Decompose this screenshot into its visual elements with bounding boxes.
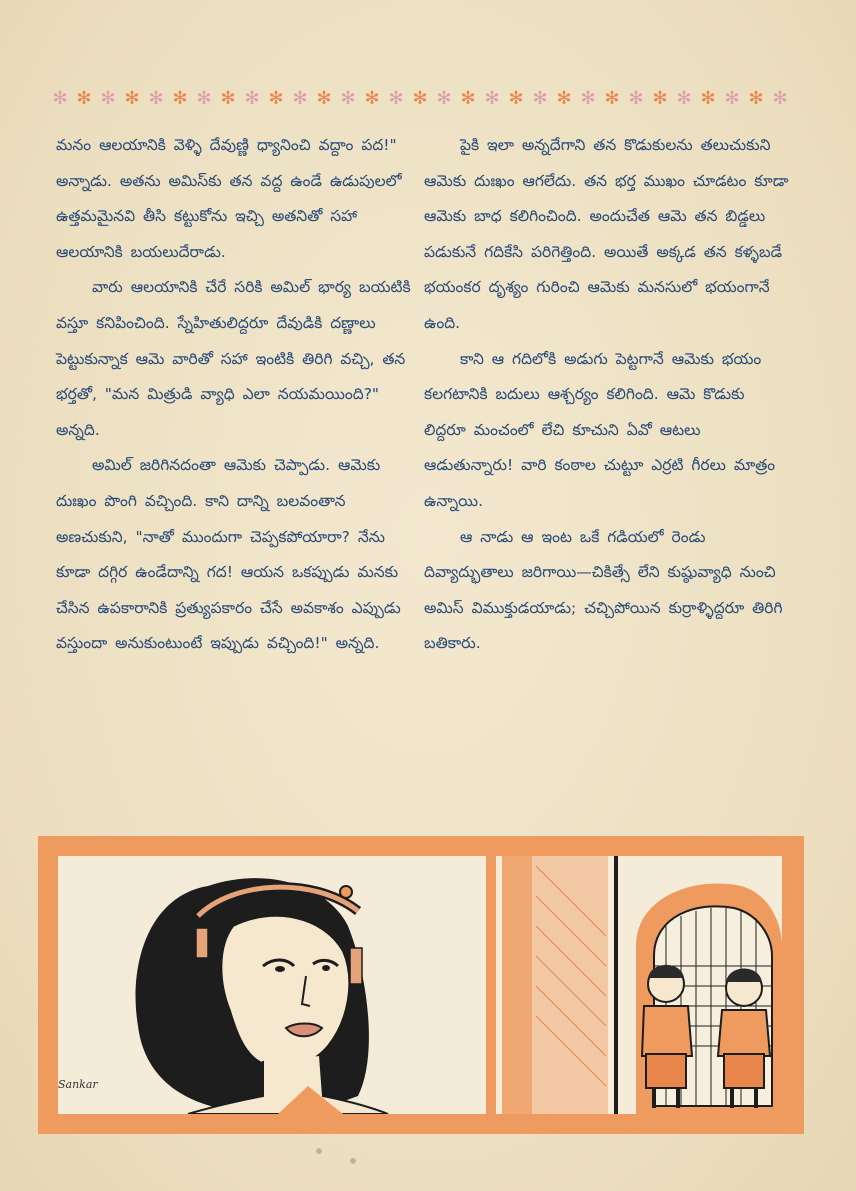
illustration-woman-portrait [58,856,486,1114]
border-star-icon: ✻ [556,88,572,109]
border-star-icon: ✻ [340,88,356,109]
border-star-icon: ✻ [52,88,68,109]
border-star-icon: ✻ [676,88,692,109]
paper-speck [316,1148,322,1154]
paragraph: అమిల్ జరిగినదంతా ఆమెకు చెప్పాడు. ఆమెకు దుఃఖం పొంగి వచ్చింది. కాని దాన్ని బలవంతాన అణచుకుని, "నాతో ముందుగా చెప్పకపోయారా? నేను కూడా దగ్గిర ఉండేదాన్ని గద! ఆయన ఒకప్పుడు మనకు చేసిన ఉపకారానికి ప్రత్యుపకారం చేసే అవకాశం ఎప్పుడు వస్తుందా అనుకుంటుంటే ఇప్పుడు వచ్చింది!" అన్నది. [56,456,401,653]
border-star-icon: ✻ [244,88,260,109]
border-star-icon: ✻ [484,88,500,109]
decorative-border [50,84,790,112]
border-star-icon: ✻ [748,88,764,109]
border-star-icon: ✻ [436,88,452,109]
border-star-icon: ✻ [364,88,380,109]
left-text-column [56,128,416,662]
paragraph: పైకి ఇలా అన్నదేగాని తన కొడుకులను తలుచుకుని ఆమెకు దుఃఖం ఆగలేదు. తన భర్త ముఖం చూడటం కూడా ఆమెకు బాధ కలిగించింది. అందుచేత ఆమె తన బిడ్డలు పడుకునే గదికేసి పరిగెత్తింది. అయితే అక్కడ తన కళ్ళబడే భయంకర దృశ్యం గురించి ఆమెకు మనసులో భయంగానే ఉంది. [424,136,789,332]
border-star-icon: ✻ [604,88,620,109]
border-star-icon: ✻ [412,88,428,109]
border-star-icon: ✻ [724,88,740,109]
paragraph: మనం ఆలయానికి వెళ్ళి దేవుణ్ణి ధ్యానించి వద్దాం పద!" అన్నాడు. అతను అమిస్‌కు తన వద్ద ఉండే ఉడుపులలో ఉత్తమమైనవి తీసి కట్టుకోను ఇచ్చి అతనితో సహా ఆలయానికి బయలుదేరాడు. [56,136,402,261]
border-star-icon: ✻ [268,88,284,109]
border-star-icon: ✻ [532,88,548,109]
border-star-icon: ✻ [316,88,332,109]
paragraph: కాని ఆ గదిలోకి అడుగు పెట్టగానే ఆమెకు భయం కలగటానికి బదులు ఆశ్చర్యం కలిగింది. ఆమె కొడుకు లిద్దరూ మంచంలో లేచి కూచుని ఏవో ఆటలు ఆడుతున్నారు! వారి కంఠాల చుట్టూ ఎర్రటి గీరలు మాత్రం ఉన్నాయి. [424,349,776,510]
border-star-icon: ✻ [292,88,308,109]
border-star-icon: ✻ [460,88,476,109]
paragraph: వారు ఆలయానికి చేరే సరికి అమిల్ భార్య బయటికి వస్తూ కనిపించింది. స్నేహితులిద్దరూ దేవుడికి దణ్ణాలు పెట్టుకున్నాక ఆమె వారితో సహా ఇంటికి తిరిగి వచ్చి, తన భర్తతో, "మన మిత్రుడి వ్యాధి ఎలా నయమయింది?" అన్నది. [56,278,411,439]
border-star-icon: ✻ [652,88,668,109]
border-star-icon: ✻ [508,88,524,109]
border-star-icon: ✻ [700,88,716,109]
paper-speck [350,1158,356,1164]
border-star-icon: ✻ [628,88,644,109]
illustration-boys-window [496,856,782,1114]
border-star-icon: ✻ [100,88,116,109]
border-star-icon: ✻ [148,88,164,109]
border-star-icon: ✻ [196,88,212,109]
border-star-icon: ✻ [124,88,140,109]
illustrator-signature: Sankar [58,1078,98,1091]
border-star-icon: ✻ [580,88,596,109]
border-star-icon: ✻ [220,88,236,109]
border-star-icon: ✻ [76,88,92,109]
right-text-column [424,128,792,662]
border-star-icon: ✻ [772,88,788,109]
border-star-icon: ✻ [172,88,188,109]
border-star-icon: ✻ [388,88,404,109]
paragraph: ఆ నాడు ఆ ఇంట ఒకే గడియలో రెండు దివ్యాద్భుతాలు జరిగాయి—చికిత్సే లేని కుష్ఠువ్యాధి నుంచి అమిస్ విముక్తుడయాడు; చచ్చిపోయిన కుర్రాళ్ళిద్దరూ తిరిగి బతికారు. [424,527,783,653]
